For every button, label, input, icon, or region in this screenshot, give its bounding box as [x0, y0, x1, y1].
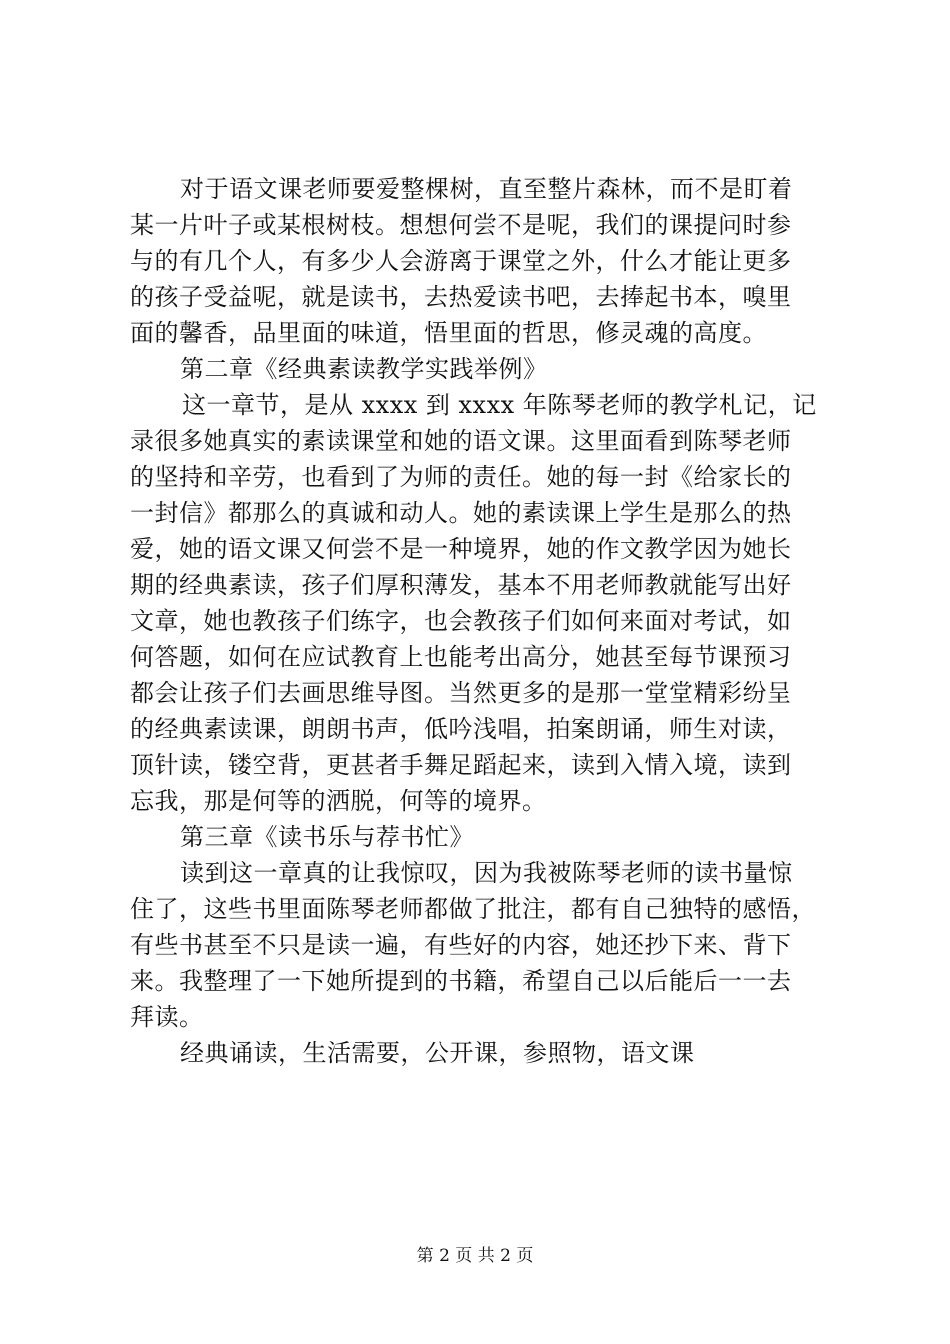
text-line: 面的馨香，品里面的味道，悟里面的哲思，修灵魂的高度。 [130, 319, 767, 347]
text-line: 的坚持和辛劳，也看到了为师的责任。她的每一封《给家长的 [130, 463, 792, 491]
text-line: 与的有几个人，有多少人会游离于课堂之外，什么才能让更多 [130, 247, 792, 275]
text-line: 有些书甚至不只是读一遍，有些好的内容，她还抄下来、背下 [130, 931, 792, 959]
text-line: 录很多她真实的素读课堂和她的语文课。这里面看到陈琴老师 [130, 427, 792, 455]
text-line: 忘我，那是何等的洒脱，何等的境界。 [130, 787, 547, 815]
text-line: 文章，她也教孩子们练字，也会教孩子们如何来面对考试，如 [130, 607, 792, 635]
text-line: 这一章节，是从 xxxx 到 xxxx 年陈琴老师的教学札记，记 [182, 391, 817, 419]
text-line: 读到这一章真的让我惊叹，因为我被陈琴老师的读书量惊 [180, 859, 793, 887]
text-line: 拜读。 [130, 1003, 204, 1031]
text-line: 来。我整理了一下她所提到的书籍，希望自己以后能后一一去 [130, 967, 792, 995]
text-line: 一封信》都那么的真诚和动人。她的素读课上学生是那么的热 [130, 499, 792, 527]
text-line: 顶针读，镂空背，更甚者手舞足蹈起来，读到入情入境，读到 [130, 751, 792, 779]
text-line: 的孩子受益呢，就是读书，去热爱读书吧，去捧起书本，嗅里 [130, 283, 792, 311]
paragraph-2 [130, 387, 840, 819]
paragraph-1 [130, 171, 840, 351]
page-number-footer: 第 2 页 共 2 页 [416, 1246, 534, 1266]
text-line: 爱，她的语文课又何尝不是一种境界，她的作文教学因为她长 [130, 535, 792, 563]
text-line: 都会让孩子们去画思维导图。当然更多的是那一堂堂精彩纷呈 [130, 679, 792, 707]
text-line: 何答题，如何在应试教育上也能考出高分，她甚至每节课预习 [130, 643, 792, 671]
text-line: 某一片叶子或某根树枝。想想何尝不是呢，我们的课提问时参 [130, 211, 792, 239]
paragraph-3 [130, 855, 840, 1035]
text-line: 住了，这些书里面陈琴老师都做了批注，都有自己独特的感悟， [130, 895, 816, 923]
document-body [130, 171, 840, 1071]
keywords-line: 经典诵读，生活需要，公开课，参照物，语文课 [180, 1039, 695, 1067]
chapter-2-heading: 第二章《经典素读教学实践举例》 [180, 355, 548, 383]
text-line: 期的经典素读，孩子们厚积薄发，基本不用老师教就能写出好 [130, 571, 792, 599]
text-line: 的经典素读课，朗朗书声，低吟浅唱，拍案朗诵，师生对读， [130, 715, 792, 743]
text-line: 对于语文课老师要爱整棵树，直至整片森林，而不是盯着 [180, 175, 793, 203]
chapter-3-heading: 第三章《读书乐与荐书忙》 [180, 823, 474, 851]
